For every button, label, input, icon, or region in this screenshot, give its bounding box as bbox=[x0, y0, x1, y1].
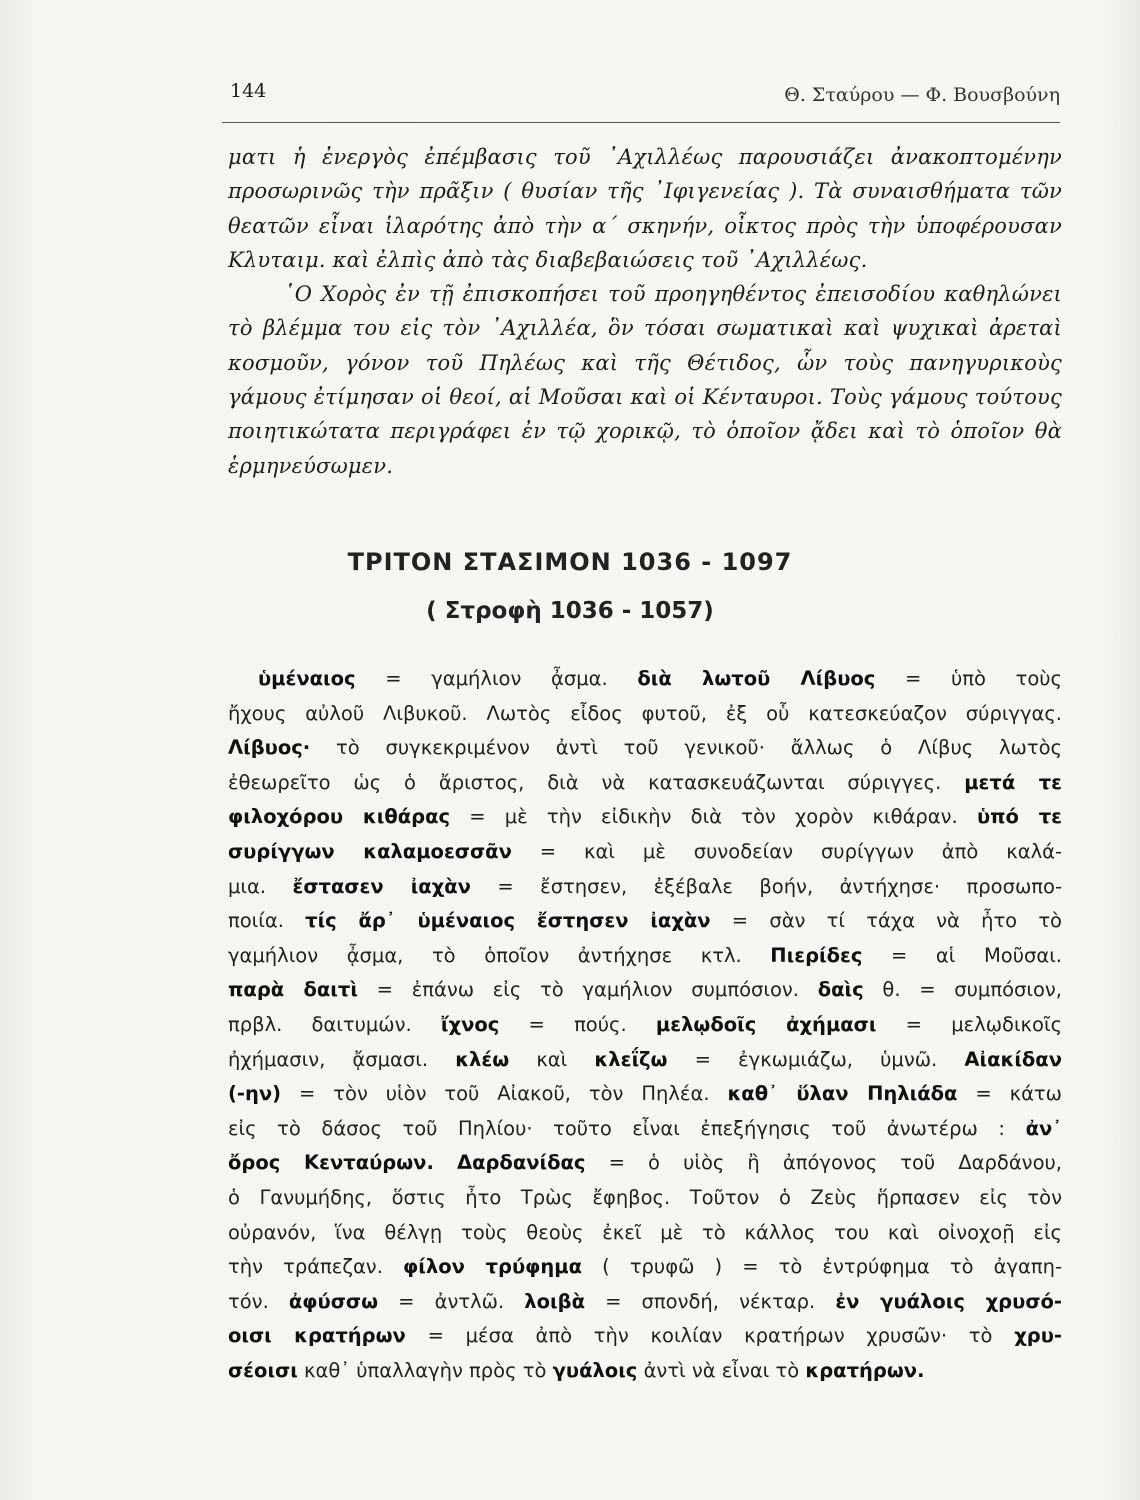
gloss-text: = τὸν υἱὸν τοῦ Αἰακοῦ, τὸν Πηλέα. bbox=[281, 1082, 728, 1106]
gloss-term: ἀφύσσω bbox=[288, 1289, 379, 1313]
gloss-text: καὶ bbox=[509, 1047, 595, 1071]
gloss-text: = γαμήλιον ᾆσμα. bbox=[355, 667, 638, 690]
commentary-line bbox=[228, 870, 1062, 905]
gloss-text: γαμήλιον ᾆσμα, τὸ ὁποῖον ἀντήχησε κτλ. bbox=[228, 943, 771, 967]
commentary-line bbox=[228, 973, 1062, 1008]
gloss-text: οὐρανόν, ἵνα θέλγῃ τοὺς θεοὺς ἐκεῖ μὲ τὸ κάλλος του καὶ οἰνοχοῇ εἰς bbox=[228, 1220, 1062, 1244]
gloss-term: ὄρος Κενταύρων. bbox=[228, 1151, 434, 1175]
gloss-text: = σὰν τί τάχα νὰ ἦτο τὸ bbox=[710, 909, 1062, 933]
commentary-line bbox=[228, 1285, 1062, 1320]
commentary-line bbox=[228, 835, 1062, 870]
commentary-line bbox=[228, 1077, 1062, 1112]
gloss-text: = καὶ μὲ συνοδείαν συρίγγων ἀπὸ καλά- bbox=[511, 839, 1062, 863]
section-title: ΤΡΙΤΟΝ ΣΤΑΣΙΜΟΝ 1036 - 1097 bbox=[347, 548, 793, 576]
gloss-term: δαὶς bbox=[817, 978, 864, 1002]
gloss-text: = σπονδή, νέκταρ. bbox=[584, 1289, 836, 1313]
commentary-line bbox=[228, 731, 1062, 766]
commentary-line bbox=[228, 939, 1062, 974]
page-header bbox=[230, 76, 1060, 116]
gloss-term: μελῳδοῖς ἀχήμασι bbox=[655, 1012, 877, 1036]
gloss-term: παρὰ δαιτὶ bbox=[228, 978, 358, 1002]
header-rule bbox=[222, 122, 1060, 123]
gloss-text: εἰς τὸ δάσος τοῦ Πηλίου· τοῦτο εἶναι ἐπεξήγησις τοῦ ἀνωτέρω : bbox=[228, 1116, 1026, 1140]
gloss-term: τίς ἄρ᾿ ὑμέναιος ἔστησεν ἰαχὰν bbox=[305, 909, 711, 933]
commentary-line bbox=[228, 1146, 1062, 1181]
gloss-term: κρατήρων. bbox=[805, 1358, 925, 1382]
section-subtitle: ( Στροφὴ 1036 - 1057) bbox=[426, 598, 714, 624]
commentary-line bbox=[228, 800, 1062, 835]
gloss-term: καθ᾿ ὕλαν Πηλιάδα bbox=[727, 1082, 958, 1106]
gloss-text: = πούς. bbox=[499, 1012, 656, 1036]
gloss-term: φίλον τρύφημα bbox=[403, 1255, 583, 1279]
commentary-line bbox=[228, 1112, 1062, 1147]
commentary-glossary bbox=[228, 662, 1062, 1388]
intro-paragraph: ματι ἡ ἐνεργὸς ἐπέμβασις τοῦ ᾿Αχιλλέως παρουσιάζει ἀνακοπτομένην προσωρινῶς τὴν πρᾶξιν ( θυσίαν τῆς ᾿Ιφιγενείας ). Τὰ συναισθήματα τῶν θεατῶν εἶναι ἱλαρότης ἀπὸ τὴν α΄ σκηνήν, οἶκτος πρὸς τὴν ὑποφέρουσαν Κλυταιμ. καὶ ἐλπὶς ἀπὸ τὰς διαβεβαιώσεις τοῦ ᾿Αχιλλέως. bbox=[228, 145, 1062, 272]
gloss-term: (-ην) bbox=[228, 1082, 282, 1106]
gloss-text: ( τρυφῶ ) = τὸ ἐντρύφημα τὸ ἀγαπη- bbox=[582, 1255, 1062, 1279]
gloss-text: = ὁ υἱὸς ἢ ἀπόγονος τοῦ Δαρδάνου, bbox=[585, 1151, 1062, 1175]
gloss-text: = μὲ τὴν εἰδικὴν διὰ τὸν χορὸν κιθάραν. bbox=[450, 805, 977, 829]
gloss-term: σέοισι bbox=[228, 1358, 298, 1382]
commentary-line bbox=[228, 697, 1062, 732]
gloss-text: = ἐγκωμιάζω, ὑμνῶ. bbox=[667, 1047, 965, 1071]
gloss-term: ἀν᾿ bbox=[1025, 1116, 1062, 1140]
intro-text bbox=[228, 140, 1062, 483]
gloss-term: διὰ λωτοῦ Λίβυος bbox=[637, 667, 876, 690]
gloss-text: ὁ Γανυμήδης, ὅστις ἦτο Τρὼς ἔφηβος. Τοῦτον ὁ Ζεὺς ἥρπασεν εἰς τὸν bbox=[228, 1185, 1062, 1209]
gloss-term: ἐν γυάλοις χρυσό- bbox=[835, 1289, 1062, 1313]
gloss-term: φιλοχόρου κιθάρας bbox=[228, 805, 451, 829]
gloss-text: = ὑπὸ τοὺς bbox=[875, 667, 1062, 690]
commentary-line bbox=[228, 1043, 1062, 1078]
gloss-term: λοιβὰ bbox=[524, 1289, 585, 1313]
gloss-term: Λίβυος· bbox=[228, 736, 311, 760]
gloss-text: = αἱ Μοῦσαι. bbox=[862, 943, 1063, 967]
gloss-text: ἀντὶ νὰ εἶναι τὸ bbox=[637, 1358, 806, 1382]
gloss-term: οισι κρατήρων bbox=[228, 1324, 406, 1348]
commentary-line bbox=[228, 1008, 1062, 1043]
gloss-term: ὑπό τε bbox=[976, 805, 1063, 829]
gloss-text: θ. = συμπόσιον, bbox=[863, 978, 1062, 1002]
gloss-text: = μελῳδικοῖς bbox=[876, 1012, 1063, 1036]
commentary-line bbox=[228, 1319, 1062, 1354]
gloss-text: ἐθεωρεῖτο ὡς ὁ ἄριστος, διὰ νὰ κατασκευάζωνται σύριγγες. bbox=[228, 770, 965, 794]
gloss-text: πρβλ. δαιτυμών. bbox=[228, 1012, 441, 1036]
intro-paragraph: ῾Ο Χορὸς ἐν τῇ ἐπισκοπήσει τοῦ προηγηθέντος ἐπεισοδίου καθηλώνει τὸ βλέμμα του εἰς τὸν ᾿Αχιλλέα, ὃν τόσαι σωματικαὶ καὶ ψυχικαὶ ἀρεταὶ κοσμοῦν, γόνον τοῦ Πηλέως καὶ τῆς Θέτιδος, ὧν τοὺς πανηγυρικοὺς γάμους ἐτίμησαν οἱ θεοί, αἱ Μοῦσαι καὶ οἱ Κένταυροι. Τοὺς γάμους τούτους ποιητικώτατα περιγράφει ἐν τῷ χορικῷ, τὸ ὁποῖον ᾄδει καὶ τὸ ὁποῖον θὰ ἑρμηνεύσωμεν. bbox=[228, 282, 1062, 478]
gloss-text: καθ᾿ ὑπαλλαγὴν πρὸς τὸ bbox=[297, 1358, 553, 1382]
gloss-term: ἴχνος bbox=[440, 1012, 500, 1036]
commentary-line bbox=[228, 1216, 1062, 1251]
commentary-line bbox=[228, 766, 1062, 801]
gloss-text: τόν. bbox=[228, 1289, 289, 1313]
page-number: 144 bbox=[230, 80, 267, 102]
gloss-term: κλεΐζω bbox=[594, 1047, 668, 1071]
running-head: Θ. Σταύρου — Φ. Βουσβούνη bbox=[784, 84, 1060, 106]
gloss-term: ὑμέναιος bbox=[258, 667, 356, 690]
gloss-term: χρυ- bbox=[1014, 1324, 1062, 1348]
gloss-text: μια. bbox=[228, 874, 293, 898]
gloss-term: γυάλοις bbox=[552, 1358, 638, 1382]
gloss-text bbox=[434, 1151, 457, 1174]
gloss-text: ἠχήμασιν, ᾄσμασι. bbox=[228, 1047, 456, 1071]
gloss-text: = ἐπάνω εἰς τὸ γαμήλιον συμπόσιον. bbox=[357, 978, 818, 1002]
commentary-line bbox=[228, 1181, 1062, 1216]
gloss-term: κλέω bbox=[455, 1047, 510, 1071]
gloss-term: Αἰακίδαν bbox=[964, 1047, 1062, 1071]
gloss-term: μετά τε bbox=[964, 770, 1062, 794]
gloss-text: = μέσα ἀπὸ τὴν κοιλίαν κρατήρων χρυσῶν· τὸ bbox=[405, 1324, 1015, 1348]
commentary-line bbox=[228, 1354, 1062, 1389]
gloss-text: τὸ συγκεκριμένον ἀντὶ τοῦ γενικοῦ· ἄλλως ὁ Λίβυς λωτὸς bbox=[310, 736, 1062, 760]
commentary-line bbox=[228, 1250, 1062, 1285]
gloss-text: ποιία. bbox=[228, 909, 306, 933]
gloss-text: ἤχους αὐλοῦ Λιβυκοῦ. Λωτὸς εἶδος φυτοῦ, ἐξ οὗ κατεσκεύαζον σύριγγας. bbox=[228, 701, 1062, 725]
gloss-text: = ἔστησεν, ἐξέβαλε βοήν, ἀντήχησε· προσωπο- bbox=[470, 874, 1063, 898]
commentary-line bbox=[228, 904, 1062, 939]
gloss-term: Πιερίδες bbox=[770, 943, 863, 967]
commentary-line bbox=[228, 662, 1062, 697]
gloss-term: συρίγγων καλαμοεσσᾶν bbox=[228, 839, 512, 863]
gloss-term: Δαρδανίδας bbox=[456, 1151, 586, 1175]
gloss-text: = κάτω bbox=[957, 1082, 1063, 1106]
gloss-text: τὴν τράπεζαν. bbox=[228, 1255, 403, 1279]
gloss-text: = ἀντλῶ. bbox=[378, 1289, 525, 1313]
gloss-term: ἔστασεν ἰαχὰν bbox=[292, 874, 471, 898]
